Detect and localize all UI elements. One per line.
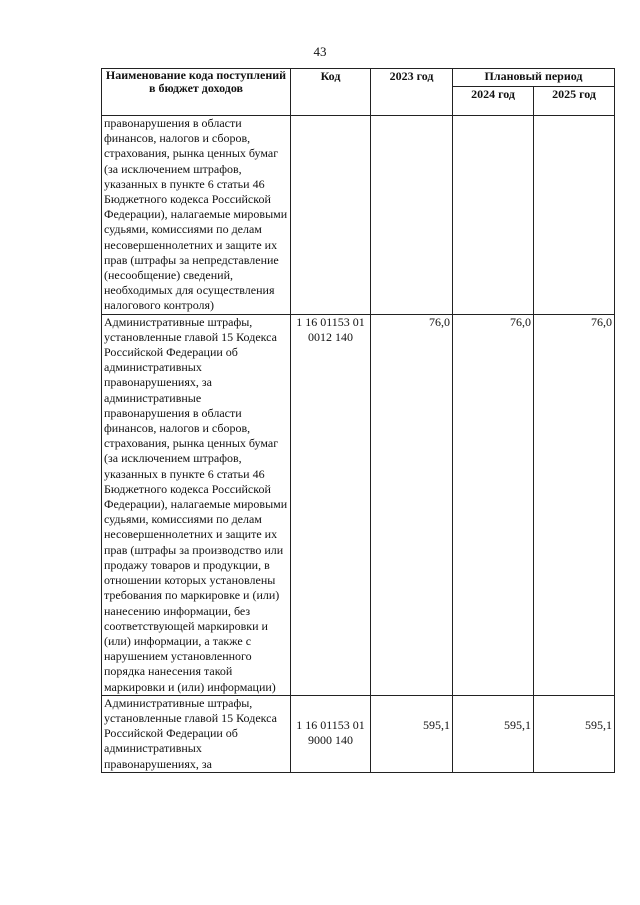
row-value-2023: 595,1 <box>371 695 453 772</box>
row-value-2025: 595,1 <box>534 695 615 772</box>
row-value-2023 <box>371 116 453 315</box>
budget-revenue-table <box>101 68 615 773</box>
row-value-2024: 76,0 <box>453 314 534 695</box>
row-value-2024: 595,1 <box>453 695 534 772</box>
header-2024: 2024 год <box>453 87 534 116</box>
row-value-2023: 76,0 <box>371 314 453 695</box>
table-row <box>102 314 615 695</box>
page-number: 43 <box>313 44 327 59</box>
row-description: правонарушения в области финансов, налогов и сборов, страхования, рынка ценных бумаг (за исключением штрафов, указанных в пункте 6 статьи 46 Бюджетного кодекса Российской Федерации), налагаемые мировыми судьями, комиссиями по делам несовершеннолетних и защите их прав (штрафы за непредставление (несообщение) сведений, необходимых для осуществления налогового контроля) <box>102 116 291 315</box>
row-value-2024 <box>453 116 534 315</box>
header-plan-period: Плановый период <box>453 69 615 87</box>
row-value-2025 <box>534 116 615 315</box>
header-name: Наименование кода поступлений в бюджет доходов <box>102 69 291 116</box>
table-row <box>102 116 615 315</box>
header-2025: 2025 год <box>534 87 615 116</box>
table-header-row <box>102 69 615 87</box>
header-code: Код <box>291 69 371 116</box>
row-description: Административные штрафы, установленные главой 15 Кодекса Российской Федерации об административных правонарушениях, за административные правонарушения в области финансов, налогов и сборов, страхования, рынка ценных бумаг (за исключением штрафов, указанных в пункте 6 статьи 46 Бюджетного кодекса Российской Федерации), налагаемые мировыми судьями, комиссиями по делам несовершеннолетних и защите их прав (штрафы за производство или продажу товаров и продукции, в отношении которых установлены требования по маркировке и (или) нанесению информации, без соответствующей маркировки и (или) информации, а также с нарушением установленного порядка нанесения такой маркировки и (или) информации) <box>102 314 291 695</box>
row-description: Административные штрафы, установленные главой 15 Кодекса Российской Федерации об административных правонарушениях, за <box>102 695 291 772</box>
row-code <box>291 116 371 315</box>
table-row <box>102 695 615 772</box>
row-value-2025: 76,0 <box>534 314 615 695</box>
header-2023: 2023 год <box>371 69 453 116</box>
row-code: 1 16 01153 01 9000 140 <box>291 695 371 772</box>
row-code: 1 16 01153 01 0012 140 <box>291 314 371 695</box>
